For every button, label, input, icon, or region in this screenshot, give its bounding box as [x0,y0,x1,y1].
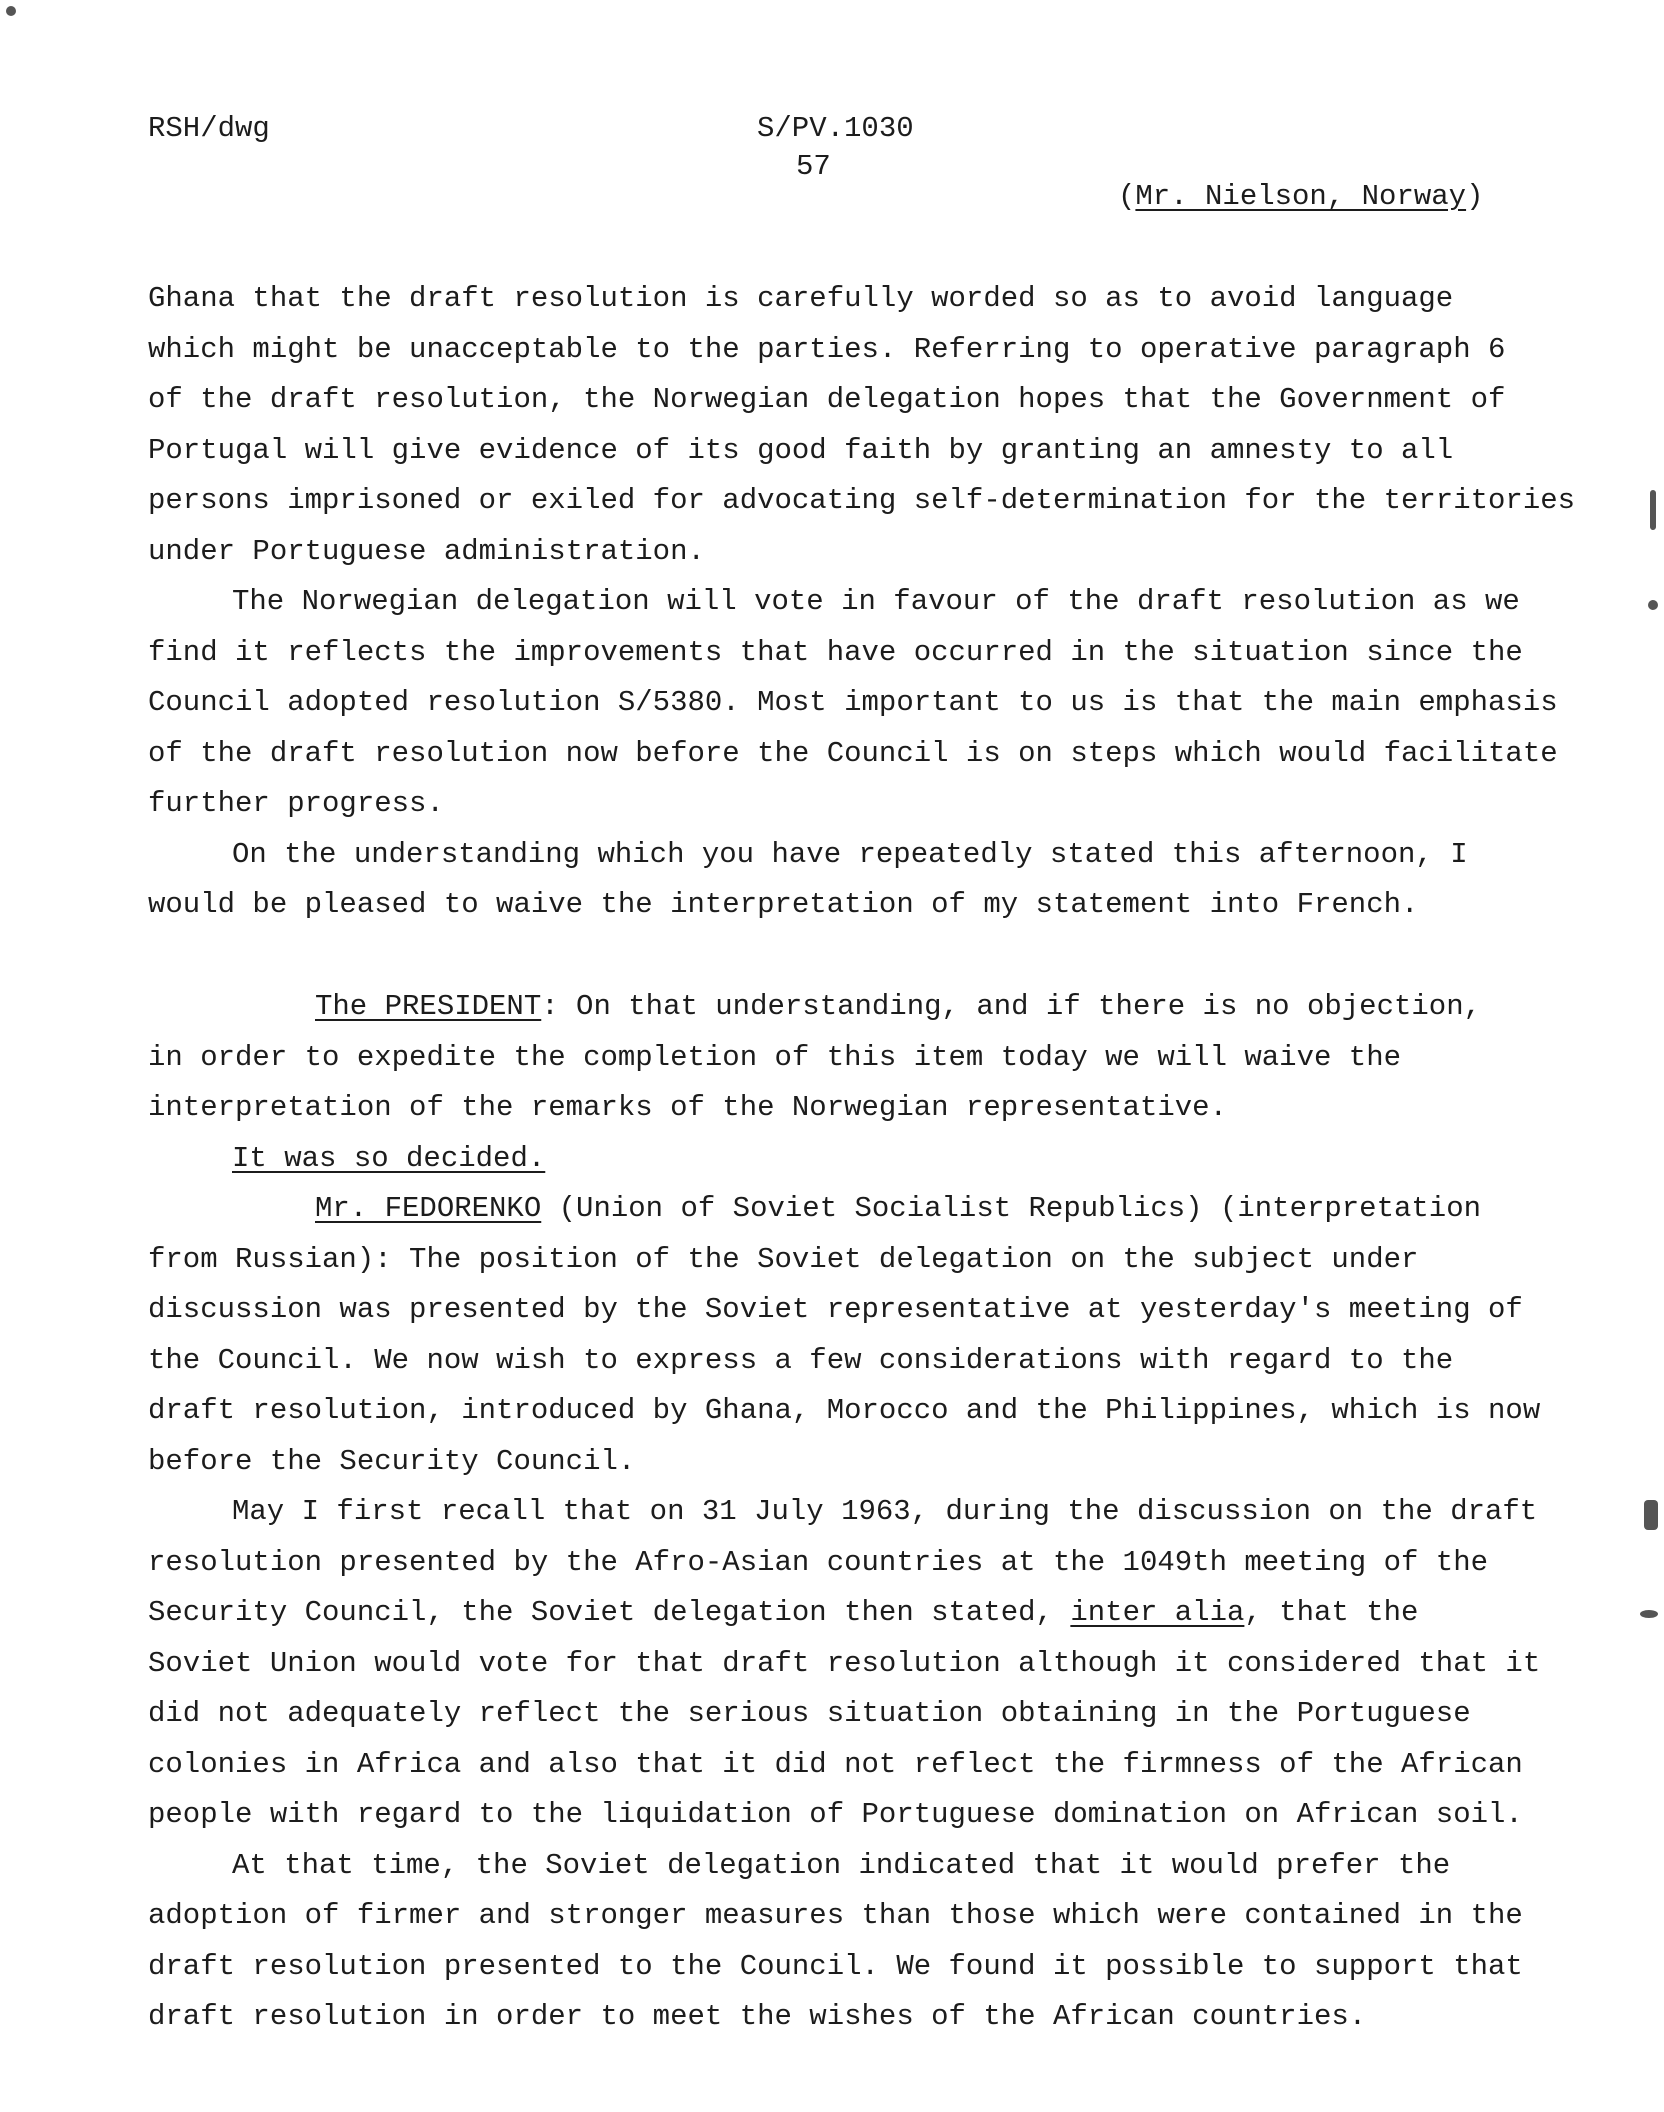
text-line: would be pleased to waive the interpretation of my statement into French. [148,888,1419,921]
text-line: further progress. [148,787,444,820]
text-line: people with regard to the liquidation of Portuguese domination on African soil. [148,1798,1523,1831]
decision-text: It was so decided. [232,1141,546,1175]
fedorenko-speaker-label: Mr. FEDORENKO [315,1192,542,1225]
text-line: the Council. We now wish to express a few considerations with regard to the [148,1343,1454,1377]
decision-line [148,1134,1548,1185]
norway-statement [148,274,1576,931]
text-line: discussion was presented by the Soviet representative at yesterday's meeting of [148,1293,1523,1326]
text-line: interpretation of the remarks of the Norwegian representative. [148,1091,1227,1124]
speaker-paren-open: ( [1118,180,1136,213]
latin-phrase: inter alia [1070,1596,1245,1629]
president-text: : On that understanding, and if there is no objection, [541,990,1482,1023]
president-speaker-label: The PRESIDENT [315,990,542,1023]
fedorenko-line [148,1184,1548,1235]
speaker-name: Mr. Nielson, Norway [1135,180,1467,213]
text-line: in order to expedite the completion of this item today we will waive the [148,1040,1402,1074]
running-speaker-header [1118,180,1483,213]
president-and-fedorenko-statements [148,982,1548,2043]
text-line: persons imprisoned or exiled for advocating self-determination for the territories [148,484,1576,517]
text-line: under Portuguese administration. [148,534,705,568]
reference-initials: RSH/dwg [148,112,270,145]
text-line: On the understanding which you have repeatedly stated this afternoon, I [232,837,1468,871]
scan-speck [1644,1500,1658,1530]
text-line: did not adequately reflect the serious situation obtaining in the Portuguese [148,1697,1471,1730]
text-line: colonies in Africa and also that it did not reflect the firmness of the African [148,1747,1523,1781]
text-line: before the Security Council. [148,1444,636,1478]
scan-speck [1650,490,1656,530]
scan-speck [1640,1610,1658,1618]
text-line: draft resolution, introduced by Ghana, Morocco and the Philippines, which is now [148,1394,1541,1427]
text-line: The Norwegian delegation will vote in favour of the draft resolution as we [232,585,1520,618]
text-line: find it reflects the improvements that have occurred in the situation since the [148,635,1523,669]
text-line: Council adopted resolution S/5380. Most important to us is that the main emphasis [148,686,1558,719]
text-line: resolution presented by the Afro-Asian countries at the 1049th meeting of the [148,1545,1489,1579]
president-line [148,982,1548,1033]
scan-speck [6,6,16,16]
text-line: May I first recall that on 31 July 1963, during the discussion on the draft [232,1495,1538,1528]
text-line: Ghana that the draft resolution is carefully worded so as to avoid language [148,282,1454,315]
text-line: draft resolution presented to the Council. We found it possible to support that [148,1949,1523,1983]
text-line: Soviet Union would vote for that draft resolution although it considered that it [148,1646,1541,1680]
text-line: Portugal will give evidence of its good faith by granting an amnesty to all [148,433,1454,467]
speaker-paren-close: ) [1466,180,1484,213]
text-line: At that time, the Soviet delegation indicated that it would prefer the [232,1848,1451,1882]
text-line: of the draft resolution now before the Council is on steps which would facilitate [148,736,1558,770]
scan-speck [1648,600,1658,610]
fedorenko-text: (Union of Soviet Socialist Republics) (interpretation [541,1192,1482,1225]
text-line: from Russian): The position of the Soviet delegation on the subject under [148,1242,1419,1276]
page-number: 57 [796,150,831,183]
text-line: draft resolution in order to meet the wishes of the African countries. [148,2000,1367,2033]
text-line: adoption of firmer and stronger measures than those which were contained in the [148,1899,1523,1932]
text-fragment: Security Council, the Soviet delegation then stated, [148,1596,1071,1629]
text-fragment: , that the [1244,1596,1419,1629]
document-symbol: S/PV.1030 [757,112,914,145]
text-line: which might be unacceptable to the parties. Referring to operative paragraph 6 [148,332,1506,366]
text-line: of the draft resolution, the Norwegian delegation hopes that the Government of [148,383,1506,416]
text-line [148,1588,1548,1639]
